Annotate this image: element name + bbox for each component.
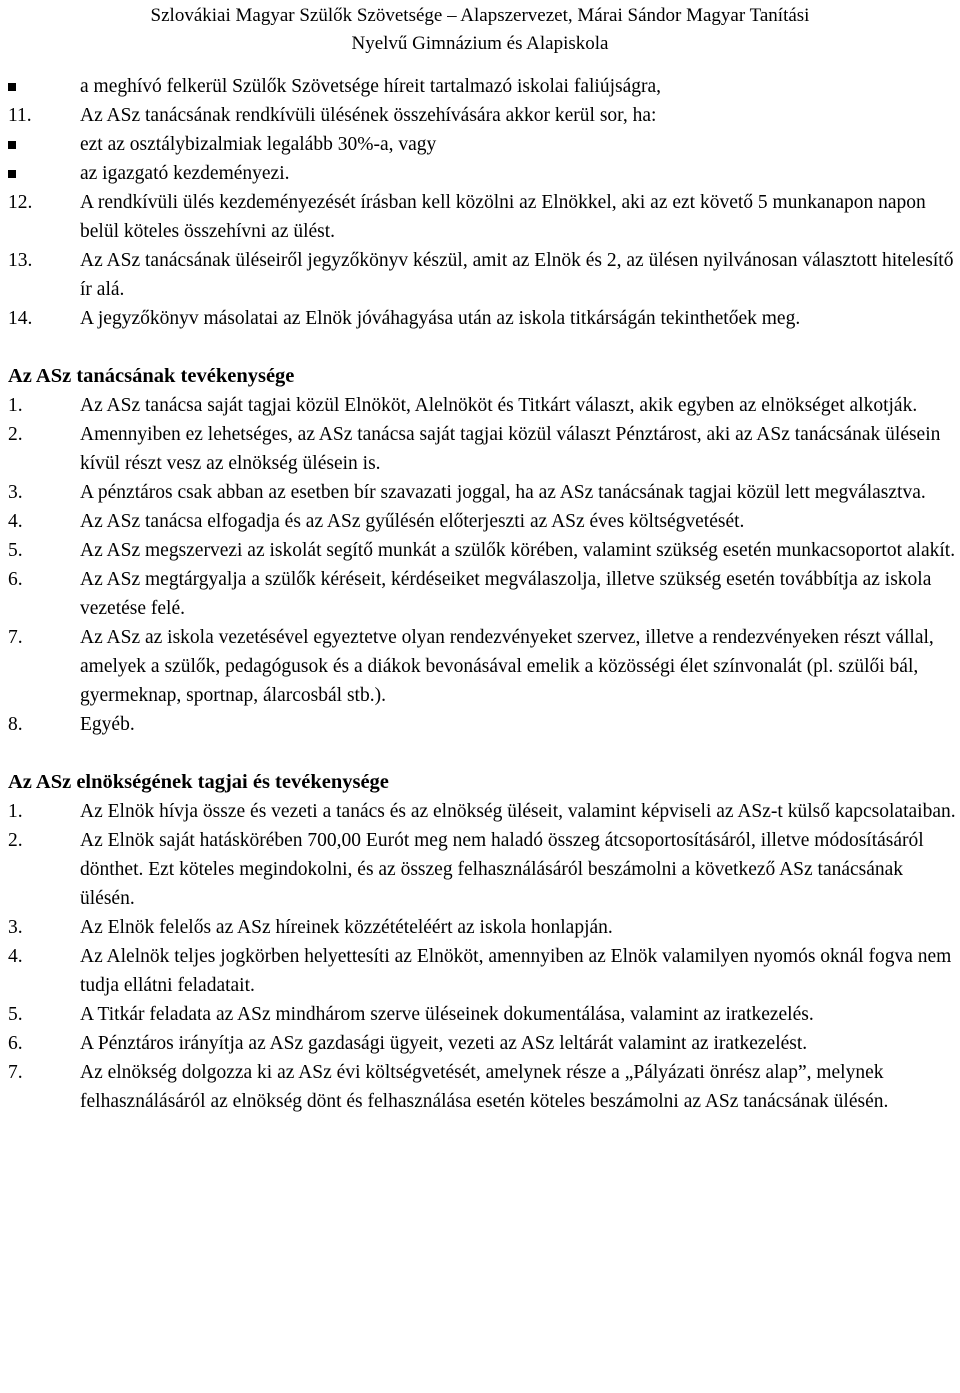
document-body bbox=[0, 72, 960, 1116]
list-item-number: 3. bbox=[8, 482, 23, 503]
list-item-text: Az ASz tanácsának rendkívüli ülésének összehívására akkor kerül sor, ha: bbox=[80, 105, 657, 126]
list-item-number: 3. bbox=[8, 917, 23, 938]
list-item-number: 14. bbox=[8, 308, 33, 329]
list-item-text: Az ASz megtárgyalja a szülők kéréseit, kérdéseiket megválaszolja, illetve szükség esetén továbbítja az iskola vezetése felé. bbox=[80, 569, 932, 619]
council-activity-list bbox=[8, 391, 956, 739]
list-item bbox=[8, 72, 956, 101]
list-item bbox=[8, 130, 956, 159]
list-item-text: Amennyiben ez lehetséges, az ASz tanácsa saját tagjai közül választ Pénztárost, aki az ASz tanácsának ülésein kívül részt vesz az elnökség ülésein is. bbox=[80, 424, 941, 474]
list-item-number: 12. bbox=[8, 192, 33, 213]
list-item-text: Az ASz megszervezi az iskolát segítő munkát a szülők körében, valamint szükség esetén munkacsoportot alakít. bbox=[80, 540, 956, 561]
list-item bbox=[8, 391, 956, 420]
list-item-number: 4. bbox=[8, 946, 23, 967]
list-item-number: 2. bbox=[8, 424, 23, 445]
list-item bbox=[8, 826, 956, 913]
section-heading-presidency: Az ASz elnökségének tagjai és tevékenysége bbox=[8, 771, 389, 793]
list-item-text: A Titkár feladata az ASz mindhárom szerve üléseinek dokumentálása, valamint az iratkezelés. bbox=[80, 1004, 814, 1025]
list-item-text: Az ASz tanácsa saját tagjai közül Elnököt, Alelnököt és Titkárt választ, akik egyben az elnökséget alkotják. bbox=[80, 395, 918, 416]
list-item bbox=[8, 797, 956, 826]
list-item-number: 7. bbox=[8, 627, 23, 648]
list-item-text: Egyéb. bbox=[80, 714, 135, 735]
list-item bbox=[8, 536, 956, 565]
list-item-number: 7. bbox=[8, 1062, 23, 1083]
list-item bbox=[8, 1000, 956, 1029]
list-item bbox=[8, 246, 956, 304]
list-item-text: A pénztáros csak abban az esetben bír szavazati joggal, ha az ASz tanácsának tagjai közül lett megválasztva. bbox=[80, 482, 926, 503]
list-item-text: az igazgató kezdeményezi. bbox=[80, 163, 290, 184]
list-item-number: 13. bbox=[8, 250, 33, 271]
list-item-text: A Pénztáros irányítja az ASz gazdasági ügyeit, vezeti az ASz leltárát valamint az iratkezelést. bbox=[80, 1033, 808, 1054]
list-item-number: 4. bbox=[8, 511, 23, 532]
list-item-number: 1. bbox=[8, 801, 23, 822]
list-item-number: 6. bbox=[8, 1033, 23, 1054]
list-item bbox=[8, 159, 956, 188]
list-item bbox=[8, 913, 956, 942]
list-item bbox=[8, 942, 956, 1000]
list-item bbox=[8, 188, 956, 246]
bullet-icon bbox=[8, 159, 80, 188]
continued-list bbox=[8, 72, 956, 333]
bullet-icon bbox=[8, 130, 80, 159]
page-header bbox=[0, 0, 960, 60]
section-heading-council-activity: Az ASz tanácsának tevékenysége bbox=[8, 365, 295, 387]
list-item bbox=[8, 1058, 956, 1116]
list-item-text: a meghívó felkerül Szülők Szövetsége híreit tartalmazó iskolai faliújságra, bbox=[80, 76, 662, 97]
list-item-text: Az Elnök saját hatáskörében 700,00 Eurót meg nem haladó összeg átcsoportosításáról, illetve módosításáról dönthet. Ezt köteles megindokolni, és az összeg felhasználásáról beszámolni a következő ASz tanácsának ülésén. bbox=[80, 830, 924, 909]
list-item-text: Az ASz tanácsának üléseiről jegyzőkönyv készül, amit az Elnök és 2, az ülésen nyilvánosan választott hitelesítő ír alá. bbox=[80, 250, 954, 300]
list-item-number: 5. bbox=[8, 540, 23, 561]
list-item-text: Az Elnök hívja össze és vezeti a tanács és az elnökség üléseit, valamint képviseli az ASz-t külső kapcsolataiban. bbox=[80, 801, 956, 822]
list-item-number: 8. bbox=[8, 714, 23, 735]
presidency-list bbox=[8, 797, 956, 1116]
list-item-text: Az elnökség dolgozza ki az ASz évi költségvetését, amelynek része a „Pályázati önrész alap”, melynek felhasználásáról az elnökség dönt és felhasználása esetén köteles beszámolni az ASz tanácsának ülésén. bbox=[80, 1062, 889, 1112]
list-item bbox=[8, 101, 956, 130]
list-item-text: Az Alelnök teljes jogkörben helyettesíti az Elnököt, amennyiben az Elnök valamilyen nyomós oknál fogva nem tudja ellátni feladatait. bbox=[80, 946, 952, 996]
list-item-text: Az ASz az iskola vezetésével egyeztetve olyan rendezvényeket szervez, illetve a rendezvényeken részt vállal, amelyek a szülők, pedagógusok és a diákok bevonásával emelik a közösségi élet színvonalát (pl. szülői bál, gyermeknap, sportnap, álarcosbál stb.). bbox=[80, 627, 934, 706]
bullet-icon bbox=[8, 72, 80, 101]
list-item bbox=[8, 1029, 956, 1058]
list-item-text: Az Elnök felelős az ASz híreinek közzétételéért az iskola honlapján. bbox=[80, 917, 613, 938]
list-item bbox=[8, 507, 956, 536]
list-item-number: 1. bbox=[8, 395, 23, 416]
list-item bbox=[8, 565, 956, 623]
list-item-number: 2. bbox=[8, 830, 23, 851]
header-line-2: Nyelvű Gimnázium és Alapiskola bbox=[351, 33, 609, 54]
list-item bbox=[8, 478, 956, 507]
list-item-text: A rendkívüli ülés kezdeményezését írásban kell közölni az Elnökkel, aki az ezt követő 5 munkanapon napon belül köteles összehívni az ülést. bbox=[80, 192, 926, 242]
list-item bbox=[8, 623, 956, 710]
header-line-1: Szlovákiai Magyar Szülők Szövetsége – Alapszervezet, Márai Sándor Magyar Tanítási bbox=[150, 5, 810, 26]
list-item-text: Az ASz tanácsa elfogadja és az ASz gyűlésén előterjeszti az ASz éves költségvetését. bbox=[80, 511, 745, 532]
list-item-text: ezt az osztálybizalmiak legalább 30%-a, vagy bbox=[80, 134, 437, 155]
list-item-number: 5. bbox=[8, 1004, 23, 1025]
list-item-number: 11. bbox=[8, 105, 32, 126]
list-item bbox=[8, 710, 956, 739]
list-item-text: A jegyzőkönyv másolatai az Elnök jóváhagyása után az iskola titkárságán tekinthetőek meg. bbox=[80, 308, 801, 329]
list-item bbox=[8, 304, 956, 333]
list-item bbox=[8, 420, 956, 478]
list-item-number: 6. bbox=[8, 569, 23, 590]
